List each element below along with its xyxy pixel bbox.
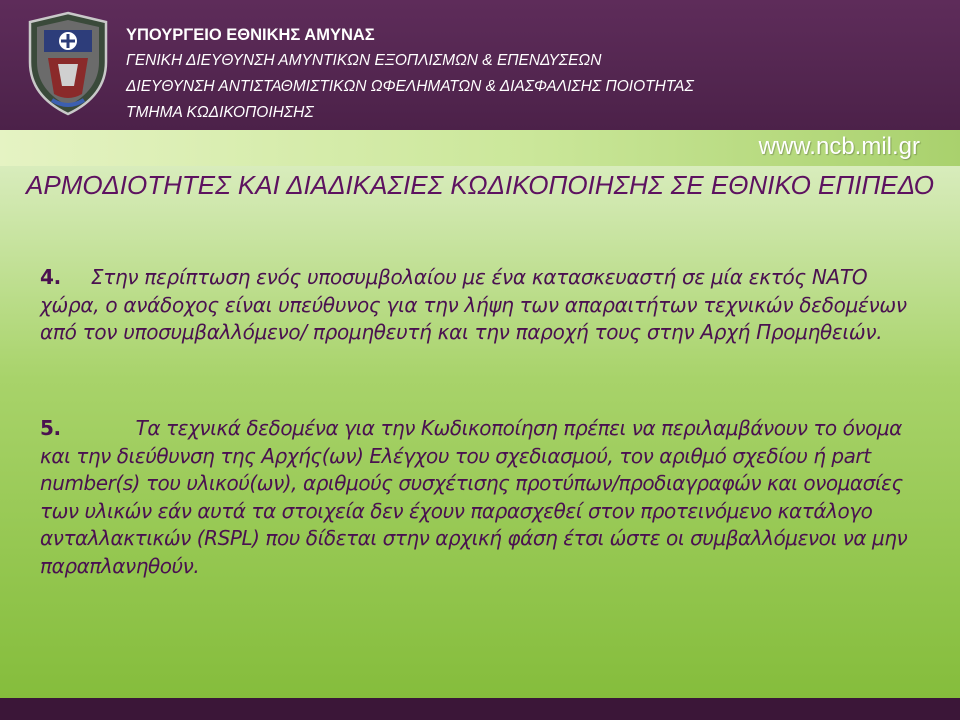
paragraph-number: 4. [40, 265, 61, 289]
header [0, 0, 960, 130]
paragraph-text: Στην περίπτωση ενός υποσυμβολαίου με ένα κατασκευαστή σε μία εκτός ΝΑΤΟ χώρα, ο ανάδοχος είναι υπεύθυνος για την λήψη των απαραιτήτων τεχνικών δεδομένων από τον υποσυμβαλλόμενο/ προμηθευτή και την παροχή τους στην Αρχή Προμηθειών. [40, 265, 907, 344]
military-shield-emblem-icon [22, 10, 114, 118]
general-directorate-name: ΓΕΝΙΚΗ ΔΙΕΥΘΥΝΣΗ ΑΜΥΝΤΙΚΩΝ ΕΞΟΠΛΙΣΜΩΝ & ΕΠΕΝΔΥΣΕΩΝ [126, 52, 602, 69]
department-name: ΤΜΗΜΑ ΚΩΔΙΚΟΠΟΙΗΣΗΣ [126, 104, 314, 121]
paragraph-4 [40, 264, 920, 347]
slide-title: ΑΡΜΟΔΙΟΤΗΤΕΣ ΚΑΙ ΔΙΑΔΙΚΑΣΙΕΣ ΚΩΔΙΚΟΠΟΙΗΣΗΣ ΣΕ ΕΘΝΙΚΟ ΕΠΙΠΕΔΟ [26, 170, 934, 200]
organization-lines [126, 22, 694, 126]
directorate-name: ΔΙΕΥΘΥΝΣΗ ΑΝΤΙΣΤΑΘΜΙΣΤΙΚΩΝ ΩΦΕΛΗΜΑΤΩΝ & ΔΙΑΣΦΑΛΙΣΗΣ ΠΟΙΟΤΗΤΑΣ [126, 78, 694, 95]
ministry-name: ΥΠΟΥΡΓΕΙΟ ΕΘΝΙΚΗΣ ΑΜΥΝΑΣ [126, 26, 375, 44]
site-url[interactable]: www.ncb.mil.gr [758, 133, 920, 160]
url-banner [0, 130, 960, 166]
footer-bar [0, 698, 960, 720]
paragraph-number: 5. [40, 416, 61, 440]
paragraph-5 [40, 415, 920, 580]
paragraph-text: Τα τεχνικά δεδομένα για την Κωδικοποίηση πρέπει να περιλαμβάνουν το όνομα και την διεύθυνση της Αρχής(ων) Ελέγχου του σχεδιασμού, τον αριθμό σχεδίου ή part number(s) του υλικού(ων), αριθμούς συσχέτισης προτύπων/προδιαγραφών και ονομασίες των υλικών εάν αυτά τα στοιχεία δεν έχουν παρασχεθεί στον προτεινόμενο κατάλογο ανταλλακτικών (RSPL) που δίδεται στην αρχική φάση έτσι ώστε οι συμβαλλόμενοι να μην παραπλανηθούν. [40, 416, 908, 578]
